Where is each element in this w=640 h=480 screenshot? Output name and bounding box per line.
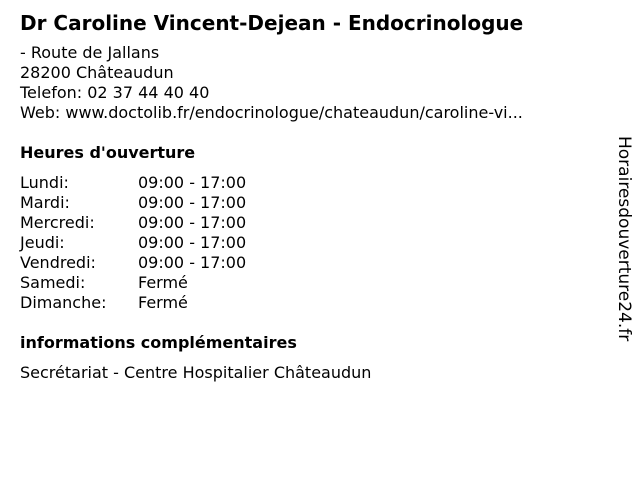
hours-value: 09:00 - 17:00 [138, 193, 247, 212]
hours-row-friday [20, 253, 600, 273]
hours-row-tuesday [20, 193, 600, 213]
hours-value: Fermé [138, 293, 188, 312]
day-label: Jeudi: [20, 233, 65, 252]
site-watermark [613, 136, 635, 344]
opening-hours-table [20, 173, 600, 313]
day-label: Mercredi: [20, 213, 95, 232]
day-label: Vendredi: [20, 253, 96, 272]
opening-hours-heading: Heures d'ouverture [20, 143, 196, 162]
watermark-text: Horairesdouverture24.fr [614, 136, 634, 342]
address-city: 28200 Châteaudun [20, 63, 174, 82]
page-title: Dr Caroline Vincent-Dejean - Endocrinologue [20, 11, 524, 35]
hours-row-saturday [20, 273, 600, 293]
day-label: Samedi: [20, 273, 86, 292]
hours-value: 09:00 - 17:00 [138, 253, 247, 272]
day-label: Dimanche: [20, 293, 107, 312]
phone-line: Telefon: 02 37 44 40 40 [20, 83, 210, 102]
website-line: Web: www.doctolib.fr/endocrinologue/chateaudun/caroline-vi... [20, 103, 523, 122]
day-label: Lundi: [20, 173, 69, 192]
hours-value: 09:00 - 17:00 [138, 173, 247, 192]
hours-value: Fermé [138, 273, 188, 292]
hours-row-thursday [20, 233, 600, 253]
address-street: - Route de Jallans [20, 43, 160, 62]
listing-card [20, 10, 600, 383]
hours-value: 09:00 - 17:00 [138, 233, 247, 252]
extra-info-heading: informations complémentaires [20, 333, 297, 352]
hours-row-monday [20, 173, 600, 193]
hours-value: 09:00 - 17:00 [138, 213, 247, 232]
extra-info-text: Secrétariat - Centre Hospitalier Châteaudun [20, 363, 372, 382]
hours-row-wednesday [20, 213, 600, 233]
hours-row-sunday [20, 293, 600, 313]
day-label: Mardi: [20, 193, 70, 212]
